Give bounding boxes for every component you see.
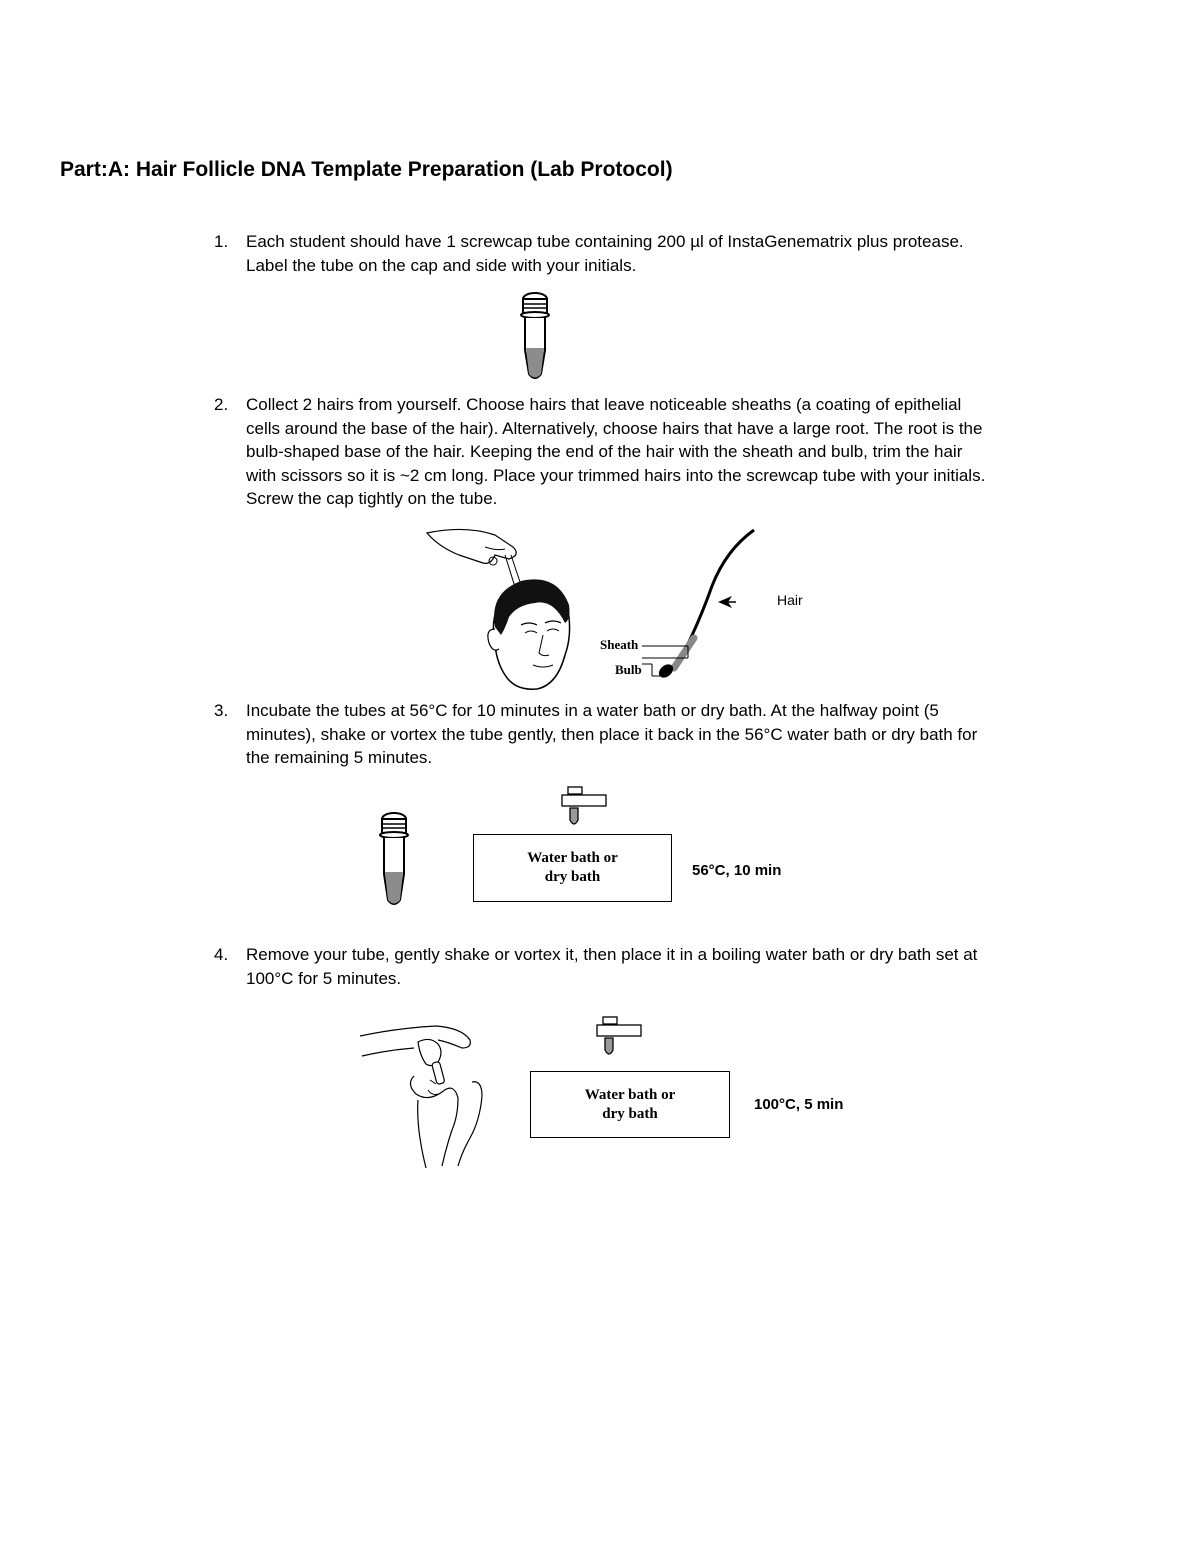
hair-label: Hair (777, 592, 803, 608)
step-number: 2. (214, 395, 229, 414)
box-line-2: dry bath (544, 869, 601, 885)
bulb-label: Bulb (615, 662, 642, 677)
step-text: Incubate the tubes at 56°C for 10 minutes in a water bath or dry bath. At the halfway point (5 minutes), shake or vortex the tube gently, then place it back in the 56°C water bath or dry bath for the remaining 5 minutes. (246, 701, 978, 767)
tube-in-float-rack-icon (560, 786, 608, 828)
step-1 (200, 230, 990, 277)
step-number: 1. (214, 232, 229, 251)
box-line-1: Water bath or (584, 1086, 676, 1103)
step-2 (200, 393, 990, 511)
step-3 (200, 699, 990, 770)
box-line-1: Water bath or (527, 850, 618, 866)
sheath-label: Sheath (600, 637, 639, 652)
water-bath-box (530, 1071, 730, 1138)
tube-in-float-rack-icon (594, 1016, 644, 1058)
box-line-2: dry bath (602, 1105, 658, 1122)
boiling-condition-label: 100°C, 5 min (754, 1096, 844, 1113)
hand-shaking-tube-illustration (358, 1020, 488, 1170)
step-number: 4. (214, 945, 229, 964)
screwcap-tube-illustration (377, 810, 411, 908)
incubation-condition-label: 56°C, 10 min (692, 862, 782, 879)
step-text: Collect 2 hairs from yourself. Choose hairs that leave noticeable sheaths (a coating of epithelial cells around the base of the hair). Alternatively, choose hairs that have a large root. The root is the bulb-shaped base of the hair. Keeping the end of the hair with the sheath and bulb, trim the hair with scissors so it is ~2 cm long. Place your trimmed hairs into the screwcap tube with your initials. Screw the cap tightly on the tube. (246, 395, 986, 508)
step-text: Remove your tube, gently shake or vortex it, then place it in a boiling water bath or dry bath set at 100°C for 5 minutes. (246, 945, 978, 988)
step-text: Each student should have 1 screwcap tube containing 200 µl of InstaGenematrix plus protease. Label the tube on the cap and side with your initials. (246, 232, 964, 275)
water-bath-box (473, 834, 672, 902)
step-4 (200, 943, 990, 990)
hair-collection-illustration (425, 525, 585, 695)
hair-follicle-diagram (622, 528, 757, 683)
page-title: Part:A: Hair Follicle DNA Template Preparation (Lab Protocol) (60, 158, 673, 181)
screwcap-tube-illustration (518, 290, 552, 382)
step-number: 3. (214, 701, 229, 720)
